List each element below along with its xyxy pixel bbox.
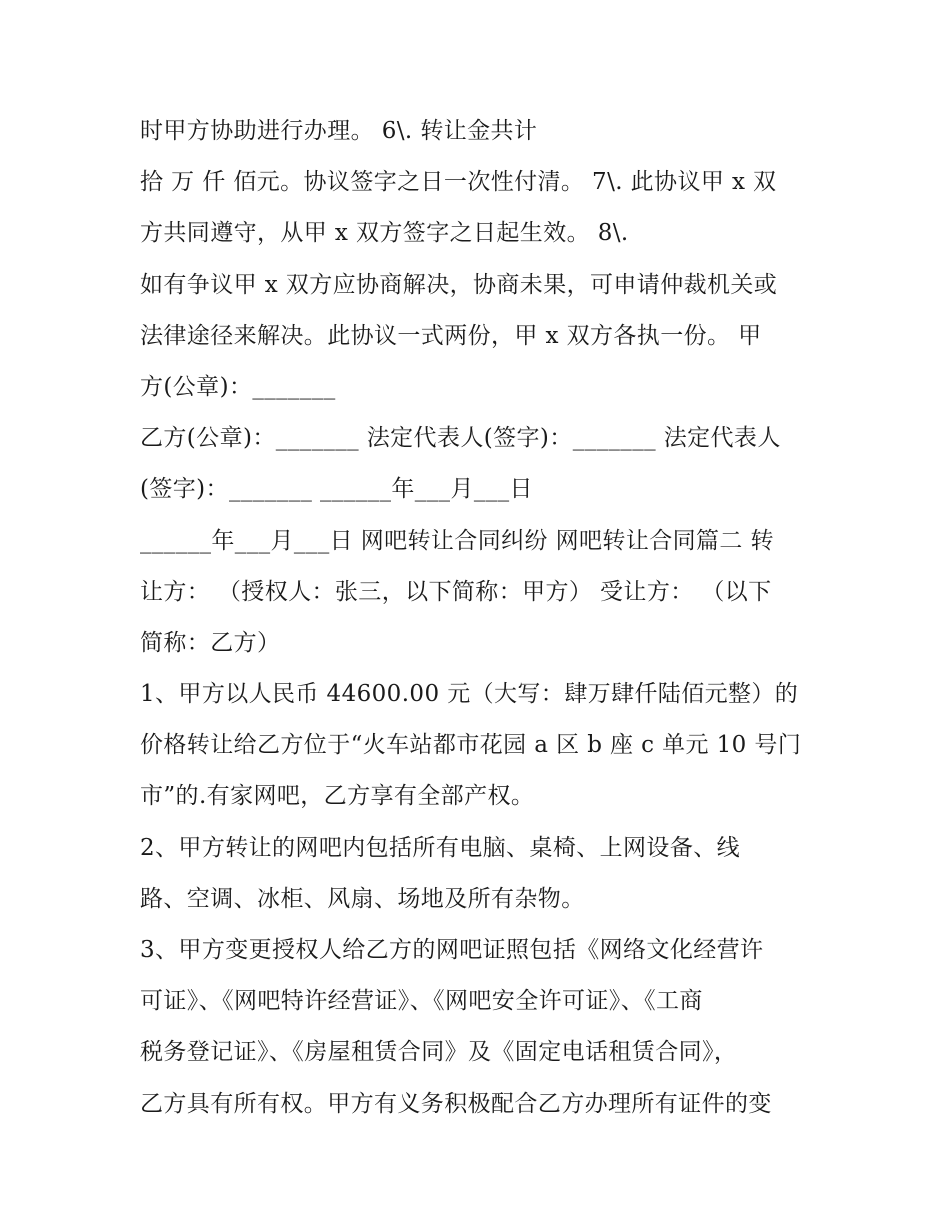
contract-text (140, 106, 830, 1130)
text-line: 时甲方协助进行办理。 6\. 转让金共计 (140, 118, 538, 144)
text-line: 让方： （授权人：张三，以下简称：甲方） 受让方： （以下 (140, 578, 772, 605)
text-line: 方共同遵守，从甲 x 双方签字之日起生效。 8\. (140, 220, 629, 247)
text-line: 法律途径来解决。此协议一式两份，甲 x 双方各执一份。 甲 (140, 322, 762, 349)
text-line: 税务登记证》、《房屋租赁合同》及《固定电话租赁合同》， (140, 1039, 738, 1066)
text-line: 如有争议甲 x 双方应协商解决，协商未果，可申请仲裁机关或 (140, 271, 778, 298)
text-line: 1、甲方以人民币 44600.00 元（大写：肆万肆仟陆佰元整）的 (140, 681, 799, 708)
text-line: 路、空调、冰柜、风扇、场地及所有杂物。 (140, 885, 585, 912)
text-line: ______年___月___日 网吧转让合同纠纷 网吧转让合同篇二 转 (140, 527, 774, 554)
text-line: 简称：乙方） (140, 629, 281, 656)
text-line: 乙方具有所有权。甲方有义务积极配合乙方办理所有证件的变 (140, 1090, 772, 1117)
text-line: 3、甲方变更授权人给乙方的网吧证照包括《网络文化经营许 (140, 937, 764, 963)
text-line: (签字)：_______ ______年___月___日 (140, 476, 533, 503)
text-line: 可证》、《网吧特许经营证》、《网吧安全许可证》、《工商 (140, 988, 703, 1015)
text-line: 2、甲方转让的网吧内包括所有电脑、桌椅、上网设备、线 (140, 834, 741, 861)
text-line: 价格转让给乙方位于“火车站都市花园 a 区 b 座 c 单元 10 号门 (140, 732, 802, 759)
text-line: 乙方(公章)：_______ 法定代表人(签字)：_______ 法定代表人 (140, 425, 781, 452)
text-line: 拾 万 仟 佰元。协议签字之日一次性付清。 7\. 此协议甲 x 双 (140, 169, 777, 196)
text-line: 方(公章)：_______ (140, 373, 336, 400)
text-line: 市”的.有家网吧，乙方享有全部产权。 (140, 783, 535, 810)
